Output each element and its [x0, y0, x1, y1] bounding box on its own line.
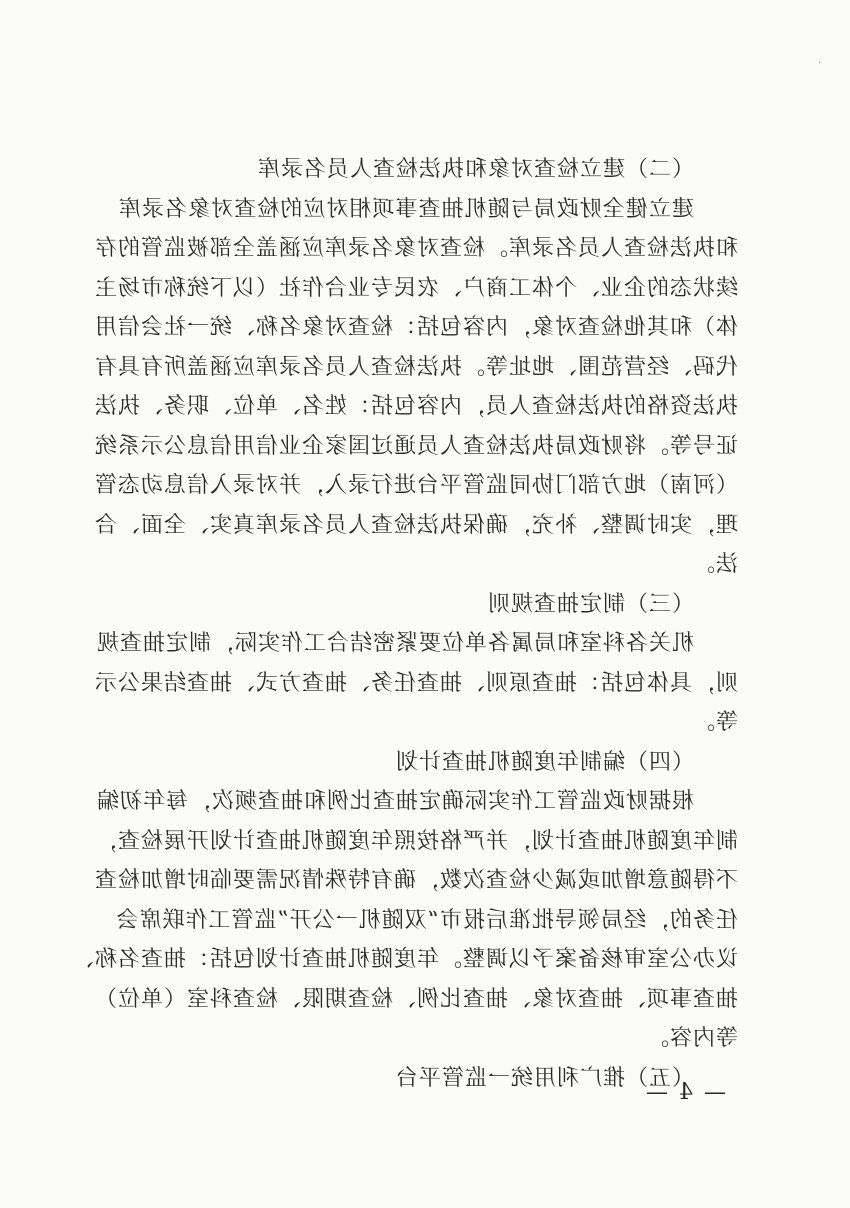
- scan-speck: ·: [818, 58, 822, 69]
- paragraph-line: （河南）地方部门协同监管平台进行录入，并对录入信息动态管: [93, 473, 738, 498]
- paragraph-line: 抽查事项、抽查对象、抽查比例、检查期限、检查科室（单位）: [93, 986, 738, 1012]
- paragraph-line: 建立健全财政局与随机抽查事项相对应的检查对象名录库: [118, 196, 694, 222]
- section-heading: （三）制定抽查规则: [486, 591, 694, 617]
- paragraph-line: 证号等。将财政局执法检查人员通过国家企业信用信息公示系统: [93, 433, 738, 459]
- paragraph-line: 机关各科室和局属各单位要紧密结合工作实际，制定抽查规: [95, 631, 694, 656]
- paragraph-line: 执法资格的执法检查人员，内容包括：姓名、单位、职务、执法: [93, 394, 738, 419]
- paragraph-line: 续状态的企业、个体工商户、农民专业合作社（以下统称市场主: [93, 275, 738, 301]
- section-heading: （五）推广利用统一监管平台: [394, 1065, 694, 1091]
- paragraph-line: 理，实时调整、补充，确保执法检查人员名录库真实、全面、合: [93, 512, 738, 538]
- paragraph-line: 任务的，经局领导批准后报市“双随机一公开”监管工作联席会: [115, 907, 738, 933]
- paragraph-line: 则，具体包括：抽查原则、抽查任务、抽查方式、抽查结果公示: [93, 670, 738, 696]
- section-heading: （二）建立检查对象和执法检查人员名录库: [256, 157, 694, 182]
- paragraph-line: 等。: [691, 710, 738, 735]
- paragraph-line: 法。: [691, 552, 738, 577]
- paragraph-line: 根据财政监管工作实际确定抽查比例和抽查频次，每年初编: [95, 789, 694, 814]
- paragraph-line: 代码、经营范围、地址等。执法检查人员名录库应涵盖所有具有: [93, 354, 738, 380]
- section-heading: （四）编制年度随机抽查计划: [394, 749, 694, 775]
- paragraph-line: 等内容。: [645, 1026, 738, 1051]
- paragraph-line: 和执法检查人员名录库。检查对象名录库应涵盖全部被监管的存: [93, 236, 738, 261]
- paragraph-line: 制年度随机抽查计划，并严格按照年度随机抽查计划开展检查，: [93, 828, 738, 854]
- paragraph-line: 体）和其他检查对象，内容包括：检查对象名称、统一社会信用: [93, 315, 738, 340]
- page-number: — 4 —: [644, 1080, 726, 1105]
- document-body: [70, 150, 738, 1098]
- paragraph-line: 议办公室审核备案予以调整。年度随机抽查计划包括：抽查名称、: [70, 947, 738, 972]
- paragraph-line: 不得随意增加或减少检查次数，确有特殊情况需要临时增加检查: [93, 868, 738, 893]
